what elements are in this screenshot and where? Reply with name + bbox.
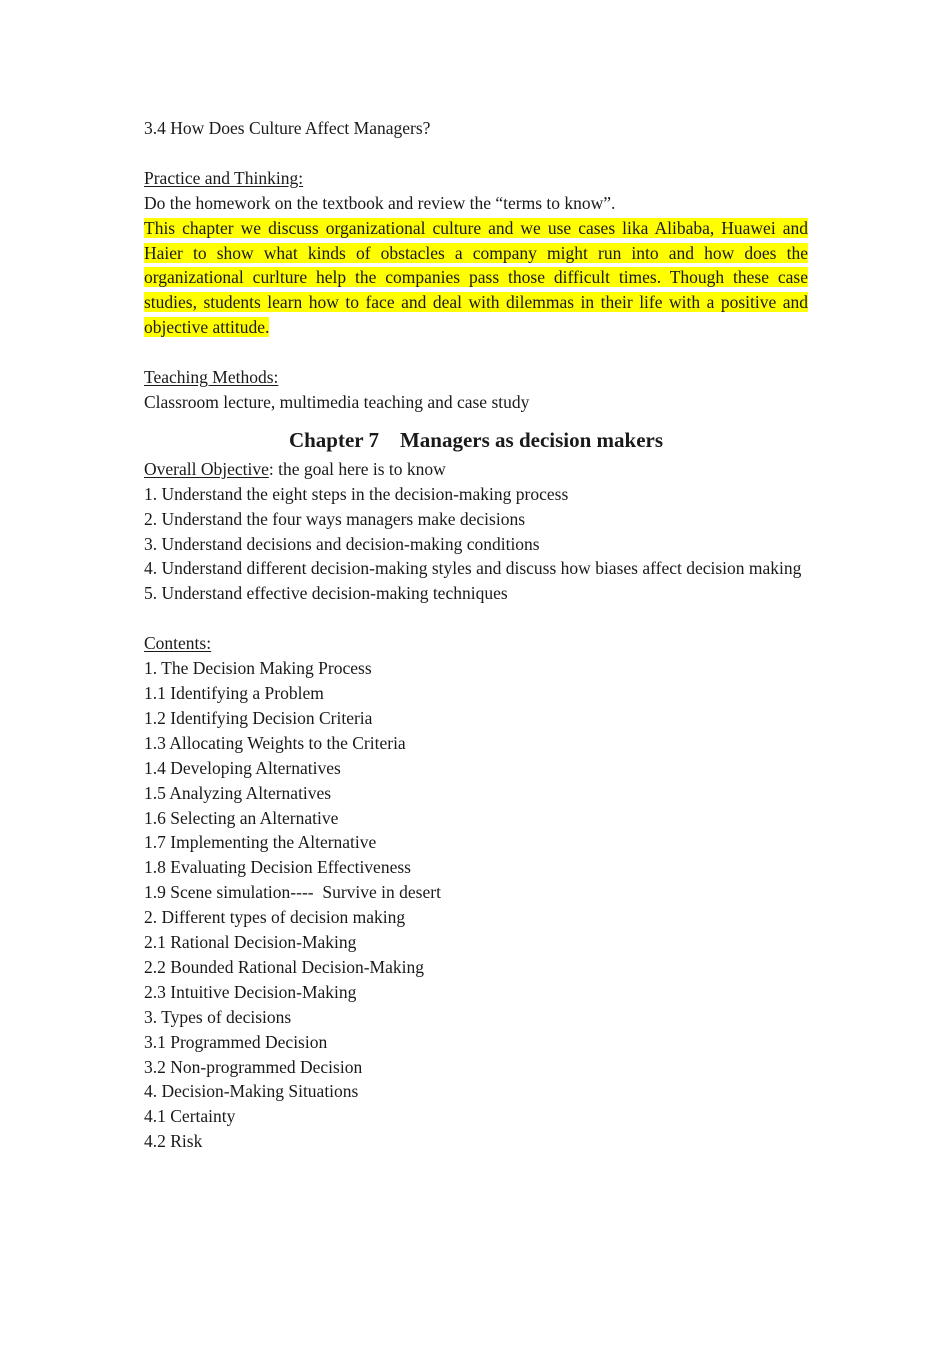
contents-item: 3.1 Programmed Decision [144,1031,328,1052]
contents-item: 1.9 Scene simulation---- Survive in desert [144,882,441,903]
contents-item: 2.2 Bounded Rational Decision-Making [144,956,424,977]
contents-item: 1.8 Evaluating Decision Effectiveness [144,857,411,878]
objective-line [144,457,808,482]
practice-label: Practice and Thinking: [144,167,304,188]
contents-item: 1.7 Implementing the Alternative [144,832,377,853]
highlighted-text: This chapter we discuss organizational culture and we use cases lika Alibaba, Huawei and Haier to show what kinds of obstacles a company might run into and how does the organizational curlture help the companies pass those difficult times. Though these case studies, students learn how to face and deal with dilemmas in their life with a positive and objective attitude. [144,217,808,338]
objective-item: 4. Understand different decision-making styles and discuss how biases affect decision making [144,558,802,579]
contents-item: 4. Decision-Making Situations [144,1081,359,1102]
teaching-methods-text: Classroom lecture, multimedia teaching and case study [144,391,530,412]
objective-item: 1. Understand the eight steps in the decision-making process [144,483,569,504]
chapter-title: Chapter 7 Managers as decision makers [288,427,664,452]
objective-item: 5. Understand effective decision-making techniques [144,583,508,604]
contents-item: 4.2 Risk [144,1131,203,1152]
practice-text: Do the homework on the textbook and review the “terms to know”. [144,192,616,213]
spacer [144,606,808,631]
contents-item: 3. Types of decisions [144,1006,292,1027]
objective-intro: : the goal here is to know [268,458,446,479]
contents-item: 2. Different types of decision making [144,907,406,928]
contents-item: 4.1 Certainty [144,1106,236,1127]
contents-item: 1.3 Allocating Weights to the Criteria [144,732,406,753]
document-page [144,116,808,1154]
contents-item: 1.2 Identifying Decision Criteria [144,707,373,728]
contents-item: 3.2 Non-programmed Decision [144,1056,363,1077]
contents-item: 1.5 Analyzing Alternatives [144,782,332,803]
contents-item: 1. The Decision Making Process [144,658,372,679]
contents-item: 1.6 Selecting an Alternative [144,807,339,828]
spacer [144,141,808,166]
objective-label: Overall Objective [144,458,269,479]
contents-item: 1.4 Developing Alternatives [144,757,341,778]
spacer [144,340,808,365]
objective-item: 3. Understand decisions and decision-making conditions [144,533,540,554]
contents-item: 2.3 Intuitive Decision-Making [144,981,357,1002]
contents-item: 1.1 Identifying a Problem [144,682,324,703]
teaching-methods-label: Teaching Methods: [144,367,279,388]
objective-item: 2. Understand the four ways managers make decisions [144,508,526,529]
highlighted-paragraph [144,216,808,341]
contents-item: 2.1 Rational Decision-Making [144,932,357,953]
contents-label: Contents: [144,633,212,654]
section-heading: 3.4 How Does Culture Affect Managers? [144,118,431,138]
